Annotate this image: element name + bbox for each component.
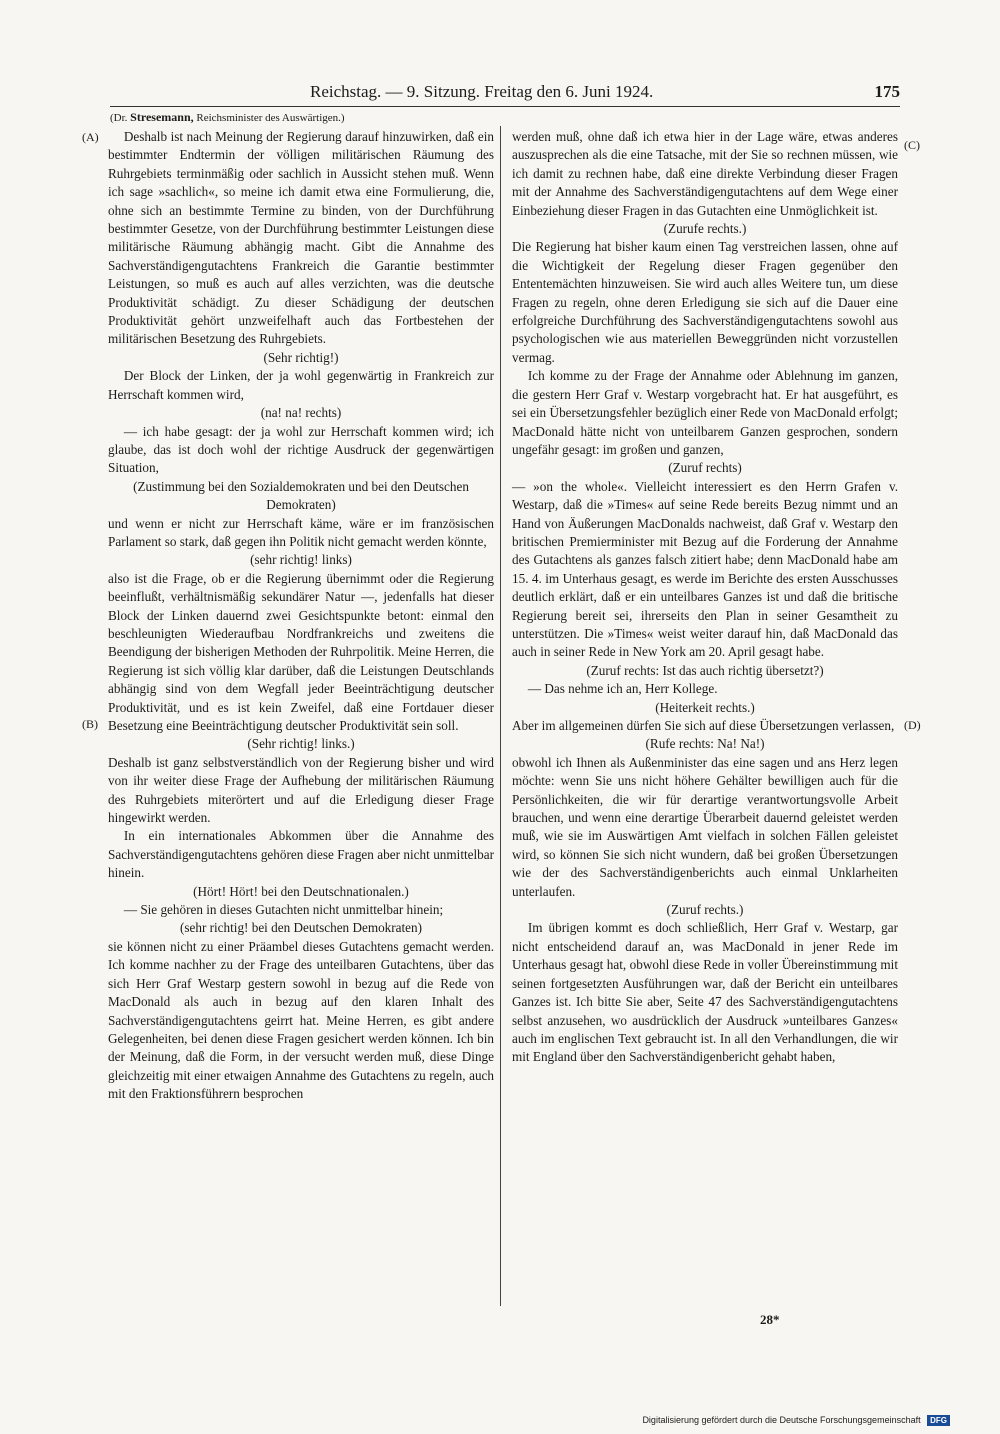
speaker-name: Stresemann, (130, 110, 194, 124)
left-column (108, 128, 494, 1104)
margin-mark-d: (D) (904, 718, 921, 732)
dfg-logo: DFG (927, 1415, 950, 1426)
paragraph: Deshalb ist nach Meinung der Regierung darauf hinzuwirken, daß ein bestimmter Endtermin der völligen militärischen Räumung des Ruhrgebiets terminmäßig oder sachlich in Aussicht stehen muß. Wenn ich sage »sachlich«, so meine ich damit etwa eine Formulierung, die, ohne sich an bestimmte Termine zu binden, von der Durchführung bestimmter Gesetze, von der Durchführung bestimmter Leistungen diese militärische Räumung abhängig macht. Gibt die Annahme des Sachverständigengutachtens Frankreich die Garantie bestimmter Leistungen, so muß es auch auf alles verzichten, was die deutsche Produktivität schädigt. Zu dieser Schädigung der deutschen Produktivität gehört unzweifelhaft auch das Fortbestehen der militärischen Besetzung des Ruhrgebiets. (108, 129, 494, 347)
paragraph: Ich komme zu der Frage der Annahme oder Ablehnung im ganzen, die gestern Herr Graf v. Westarp vorgebracht hat. Er hat ausgeführt, es sei ein Übersetzungsfehler bezüglich einer Rede von MacDonald erfolgt; MacDonald hätte nicht von unteilbarem Ganzen gesprochen, sondern ungefähr gesagt: im großen und ganzen, (512, 368, 898, 457)
margin-mark-a: (A) (82, 130, 99, 144)
paragraph: sie können nicht zu einer Präambel dieses Gutachtens gemacht werden. Ich komme nachher zu der Frage des unteilbaren Gutachtens, über das sich Herr Graf Westarp gestern sowohl in bezug auf die Rede von MacDonald als auch in bezug auf den klaren Inhalt des Sachverständigengutachtens geirrt hat. Meine Herren, es gibt andere Gelegenheiten, bei denen diese Fragen gesichert werden können. Ich bin der Meinung, daß die Form, in der versucht werden muß, diese Dinge gleichzeitig mit einer etwaigen Annahme des Gutachtens zu regeln, auch mit den Fraktionsführern besprochen (108, 938, 494, 1102)
paragraph: Im übrigen kommt es doch schließlich, Herr Graf v. Westarp, gar nicht entscheidend darauf an, was MacDonald in jener Rede im Unterhaus gesagt hat, obwohl diese Rede in voller Übereinstimmung mit seinen fortgesetzten Ausführungen war, daß der Bericht ein unteilbares Ganzes ist. Ich bitte Sie aber, Seite 47 des Sachverständigengutachtens selbst anzusehen, wo ausdrücklich der Ausdruck »unteilbares Ganzes« auch im englischen Text gebraucht ist. In all den Verhandlungen, die wir mit England über den Sachverständigenbericht gehabt haben, (512, 920, 898, 1065)
interjection: (Sehr richtig! links.) (247, 736, 355, 752)
paragraph: also ist die Frage, ob er die Regierung übernimmt oder die Regierung beeinflußt, verhältnismäßig sekundärer Natur —, jedenfalls hat dieser Block der Linken dauernd zwei Gesichtspunkte betont: einmal den beschleunigten Wiederaufbau Nordfrankreichs und zweitens die Beendigung der bisherigen Methoden der Ruhrpolitik. Meine Herren, die Regierung ist sich völlig klar darüber, daß die Leistungen Deutschlands abhängig sind von dem Wegfall jeder Beeinträchtigung deutscher Produktivität, und es ist kein Zweifel, daß eine Fortdauer dieser Besetzung eine Beeinträchtigung deutscher Produktivität sein soll. (108, 570, 494, 733)
digitization-credit (642, 1415, 950, 1426)
page-number: 175 (874, 82, 900, 101)
paragraph: und wenn er nicht zur Herrschaft käme, wäre er im französischen Parlament so stark, daß gegen ihn Politik nicht gemacht werden könnte, (108, 515, 494, 549)
interjection: (sehr richtig! bei den Deutschen Demokraten) (179, 920, 423, 936)
speaker-prefix: (Dr. (110, 112, 128, 124)
paragraph: Der Block der Linken, der ja wohl gegenwärtig in Frankreich zur Herrschaft kommen wird, (108, 368, 494, 402)
interjection: (Zurufe rechts.) (663, 221, 747, 237)
paragraph: In ein internationales Abkommen über die Annahme des Sachverständigengutachtens gehören diese Fragen aber nicht unmittelbar hinein. (108, 828, 494, 881)
interjection: (Sehr richtig!) (263, 349, 339, 365)
paragraph: — Sie gehören in dieses Gutachten nicht unmittelbar hinein; (123, 902, 444, 918)
interjection: (Rufe rechts: Na! Na!) (645, 736, 765, 752)
paragraph: — Das nehme ich an, Herr Kollege. (527, 681, 718, 697)
interjection: (na! na! rechts) (260, 405, 342, 421)
speaker-role: Reichsminister des Auswärtigen.) (196, 112, 345, 124)
header-title: Reichstag. — 9. Sitzung. Freitag den 6. Juni 1924. (310, 82, 654, 101)
paragraph: Aber im allgemeinen dürfen Sie sich auf diese Übersetzungen verlassen, (512, 718, 895, 733)
interjection: (Zustimmung bei den Sozialdemokraten und bei den Deutschen Demokraten) (133, 478, 469, 513)
paragraph: — ich habe gesagt: der ja wohl zur Herrschaft kommen wird; ich glaube, das ist doch wohl der richtige Ausdruck der gegenwärtigen Situation, (108, 423, 494, 476)
interjection: (Hört! Hört! bei den Deutschnationalen.) (193, 883, 409, 899)
credit-text: Digitalisierung gefördert durch die Deutsche Forschungsgemeinschaft (642, 1415, 921, 1425)
header-rule (110, 106, 900, 107)
interjection: (Zuruf rechts: Ist das auch richtig übersetzt?) (586, 662, 824, 678)
speaker-line (110, 110, 345, 125)
interjection: (Zuruf rechts) (668, 460, 742, 476)
paragraph: obwohl ich Ihnen als Außenminister das eine sagen und ans Herz legen möchte: wenn Sie uns nicht höhere Gehälter bewilligen auch für die Persönlichkeiten, die wir für derartige verantwortungsvolle Arbeit brauchen, und wenn eine derartige Überarbeit dauernd geleistet werden muß, wie sie im Auswärtigen Amt vielfach in solchen Fällen geleistet wird, so können Sie sich nicht wundern, daß bei großen Übersetzungen wie der des Sachverständigenberichts auch einmal Unklarheiten unterlaufen. (512, 754, 898, 899)
signature-mark: 28* (760, 1312, 780, 1327)
interjection: (sehr richtig! links) (250, 552, 352, 568)
paragraph: werden muß, ohne daß ich etwa hier in der Lage wäre, etwas anderes auszusprechen als die eine Tatsache, mit der Sie so rechnen müssen, wie ich damit zu rechnen habe, daß eine direkte Verbindung dieser Fragen mit der Annahme des Sachverständigengutachtens auf dem Wege einer Einbeziehung dieser Fragen in das Gutachten eine Unmöglichkeit ist. (512, 129, 898, 218)
column-divider (500, 126, 501, 1306)
margin-mark-c: (C) (904, 138, 920, 152)
paragraph: Deshalb ist ganz selbstverständlich von der Regierung bisher und wird von ihr weiter diese Frage der Aufhebung der militärischen Räumung des Ruhrgebiets miterörtert und auf die Erledigung dieser Frage hingewirkt werden. (108, 754, 494, 826)
interjection: (Heiterkeit rechts.) (655, 699, 755, 715)
interjection: (Zuruf rechts.) (666, 902, 744, 918)
paragraph: Die Regierung hat bisher kaum einen Tag verstreichen lassen, ohne auf die Wichtigkeit der Regelung dieser Fragen gegenüber den Ententemächten hinzuweisen. Sie wird auch alles Weitere tun, um diese Fragen zu regeln, ohne deren Erledigung sie sich auf die Dauer eine erfolgreiche Durchführung des Sachverständigengutachtens sowohl aus psychologischen wie aus materiellen Beweggründen nicht vorzustellen vermag. (512, 239, 898, 365)
margin-mark-b: (B) (82, 717, 98, 731)
right-column (512, 128, 898, 1067)
paragraph: — »on the whole«. Vielleicht interessiert es den Herrn Grafen v. Westarp, daß die »Times« auf seine Rede bereits Bezug nimmt und an Hand von Äußerungen MacDonalds nachweist, daß Graf v. Westarp den britischen Premierminister mit Bezug auf die Forderung der Annahme des Gutachtens als ganzes falsch zitiert habe; denn MacDonald habe am 15. 4. im Unterhaus gesagt, es werde im Berichte des ersten Ausschusses deutlich erklärt, daß er ein unteilbares Ganzes ist und daß die britische Regierung bereit sei, ihrerseits den Plan in seiner Gesamtheit zu unterstützen. Die »Times« weist weiter darauf hin, daß MacDonald das auch in seiner Rede in New York am 20. April gesagt habe. (512, 478, 898, 660)
